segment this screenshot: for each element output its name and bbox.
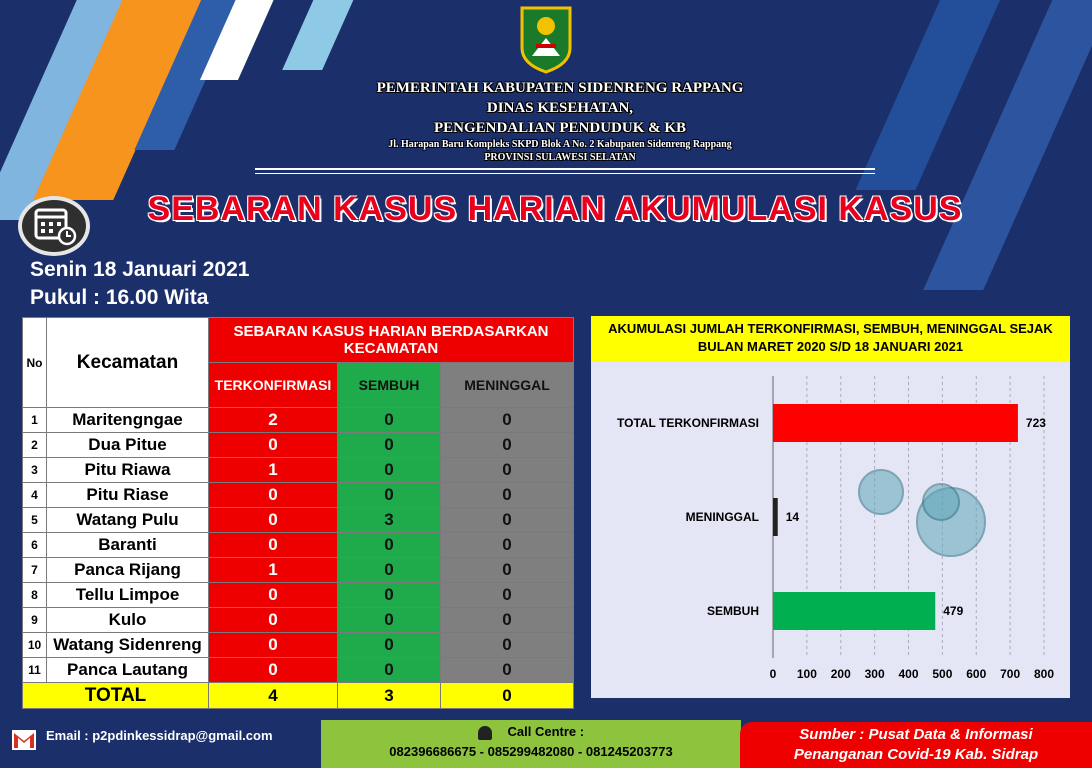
row-sembuh: 0: [338, 658, 441, 683]
row-no: 11: [23, 658, 47, 683]
row-kecamatan: Maritengngae: [47, 408, 209, 433]
row-no: 9: [23, 608, 47, 633]
table-row: [23, 608, 574, 633]
bar-chart: [591, 362, 1070, 698]
row-meninggal: 0: [441, 633, 574, 658]
deco-stripe-cyan: [282, 0, 358, 70]
row-kecamatan: Watang Pulu: [47, 508, 209, 533]
row-meninggal: 0: [441, 483, 574, 508]
row-sembuh: 3: [338, 508, 441, 533]
table-row: [23, 508, 574, 533]
row-meninggal: 0: [441, 558, 574, 583]
row-meninggal: 0: [441, 408, 574, 433]
call-centre-label: Call Centre :: [507, 724, 585, 739]
row-kecamatan: Panca Lautang: [47, 658, 209, 683]
row-no: 10: [23, 633, 47, 658]
chart-title: AKUMULASI JUMLAH TERKONFIRMASI, SEMBUH, MENINGGAL SEJAK BULAN MARET 2020 S/D 18 JANUARI 2021: [591, 316, 1070, 362]
x-tick-label: 800: [1033, 667, 1055, 681]
bar: [773, 592, 935, 630]
row-terkonfirmasi: 1: [209, 558, 338, 583]
data-label: 723: [1025, 416, 1046, 430]
header-divider: [255, 168, 875, 170]
report-date: Senin 18 Januari 2021: [30, 258, 250, 281]
x-tick-label: 0: [769, 667, 777, 681]
bar: [773, 498, 778, 536]
table-row: [23, 633, 574, 658]
table-row: [23, 558, 574, 583]
total-sembuh: 3: [338, 683, 441, 709]
row-terkonfirmasi: 0: [209, 508, 338, 533]
category-label: MENINGGAL: [685, 510, 759, 524]
table-row: [23, 533, 574, 558]
x-tick-label: 200: [830, 667, 851, 681]
row-terkonfirmasi: 0: [209, 583, 338, 608]
total-row: [23, 683, 574, 709]
chart-area: [591, 362, 1070, 698]
row-sembuh: 0: [338, 408, 441, 433]
col-no-header: No: [23, 318, 47, 408]
row-no: 5: [23, 508, 47, 533]
row-meninggal: 0: [441, 608, 574, 633]
header-line3: PENGENDALIAN PENDUDUK & KB: [433, 120, 687, 136]
footer-email-block: [0, 718, 320, 768]
row-kecamatan: Pitu Riawa: [47, 458, 209, 483]
header-address: Jl. Harapan Baru Kompleks SKPD Blok A No. 2 Kabupaten Sidenreng Rappang: [388, 139, 732, 150]
row-terkonfirmasi: 0: [209, 633, 338, 658]
x-tick-label: 600: [966, 667, 987, 681]
row-sembuh: 0: [338, 433, 441, 458]
row-meninggal: 0: [441, 533, 574, 558]
row-no: 3: [23, 458, 47, 483]
table-row: [23, 408, 574, 433]
x-tick-label: 500: [932, 667, 953, 681]
header-line1: PEMERINTAH KABUPATEN SIDENRENG RAPPANG: [376, 80, 744, 96]
row-sembuh: 0: [338, 608, 441, 633]
row-kecamatan: Tellu Limpoe: [47, 583, 209, 608]
source-line2: Penanganan Covid-19 Kab. Sidrap: [793, 746, 1039, 763]
row-meninggal: 0: [441, 658, 574, 683]
category-label: TOTAL TERKONFIRMASI: [617, 416, 759, 430]
total-label: TOTAL: [23, 683, 209, 709]
row-meninggal: 0: [441, 458, 574, 483]
col-sembuh-header: SEMBUH: [338, 363, 441, 408]
header-line2: DINAS KESEHATAN,: [486, 100, 634, 116]
row-terkonfirmasi: 0: [209, 658, 338, 683]
row-no: 1: [23, 408, 47, 433]
row-kecamatan: Panca Rijang: [47, 558, 209, 583]
row-kecamatan: Kulo: [47, 608, 209, 633]
col-meninggal-header: MENINGGAL: [441, 363, 574, 408]
row-terkonfirmasi: 0: [209, 608, 338, 633]
footer-call-centre: [321, 720, 741, 768]
row-sembuh: 0: [338, 633, 441, 658]
row-sembuh: 0: [338, 583, 441, 608]
row-terkonfirmasi: 1: [209, 458, 338, 483]
footer-source: [740, 722, 1092, 768]
data-label: 479: [943, 604, 964, 618]
cases-table: [22, 317, 574, 709]
gmail-icon: [12, 730, 36, 750]
row-no: 7: [23, 558, 47, 583]
phone-person-icon: [478, 726, 492, 740]
call-centre-phones[interactable]: 082396686675 - 085299482080 - 081245203773: [389, 743, 673, 759]
row-no: 6: [23, 533, 47, 558]
total-meninggal: 0: [441, 683, 574, 709]
category-label: SEMBUH: [706, 604, 759, 618]
header-province: PROVINSI SULAWESI SELATAN: [484, 152, 636, 163]
row-terkonfirmasi: 0: [209, 483, 338, 508]
row-no: 8: [23, 583, 47, 608]
group-header: SEBARAN KASUS HARIAN BERDASARKAN KECAMATAN: [209, 318, 574, 363]
row-sembuh: 0: [338, 483, 441, 508]
header-divider-2: [255, 173, 875, 174]
row-kecamatan: Dua Pitue: [47, 433, 209, 458]
table-row: [23, 658, 574, 683]
row-terkonfirmasi: 2: [209, 408, 338, 433]
row-terkonfirmasi: 0: [209, 533, 338, 558]
regency-logo-icon: [516, 4, 576, 74]
table-row: [23, 483, 574, 508]
report-time: Pukul : 16.00 Wita: [30, 286, 209, 309]
bar: [773, 404, 1018, 442]
row-meninggal: 0: [441, 508, 574, 533]
table-row: [23, 458, 574, 483]
row-sembuh: 0: [338, 558, 441, 583]
row-no: 2: [23, 433, 47, 458]
x-tick-label: 400: [898, 667, 919, 681]
row-meninggal: 0: [441, 583, 574, 608]
row-sembuh: 0: [338, 458, 441, 483]
x-tick-label: 100: [796, 667, 817, 681]
row-no: 4: [23, 483, 47, 508]
col-terkonfirmasi-header: TERKONFIRMASI: [209, 363, 338, 408]
x-tick-label: 700: [1000, 667, 1021, 681]
row-kecamatan: Baranti: [47, 533, 209, 558]
total-terkonfirmasi: 4: [209, 683, 338, 709]
row-terkonfirmasi: 0: [209, 433, 338, 458]
footer-email[interactable]: Email : p2pdinkessidrap@gmail.com: [46, 728, 273, 743]
table-row: [23, 583, 574, 608]
row-meninggal: 0: [441, 433, 574, 458]
virus-icon: [859, 470, 903, 514]
calendar-clock-icon: [18, 196, 90, 256]
source-line1: Sumber : Pusat Data & Informasi: [799, 726, 1033, 743]
data-label: 14: [785, 510, 800, 524]
row-kecamatan: Watang Sidenreng: [47, 633, 209, 658]
row-kecamatan: Pitu Riase: [47, 483, 209, 508]
page-title: SEBARAN KASUS HARIAN AKUMULASI KASUS: [147, 190, 963, 228]
table-row: [23, 433, 574, 458]
col-kecamatan-header: Kecamatan: [47, 318, 209, 408]
row-sembuh: 0: [338, 533, 441, 558]
x-tick-label: 300: [864, 667, 885, 681]
virus-icon: [923, 484, 959, 520]
